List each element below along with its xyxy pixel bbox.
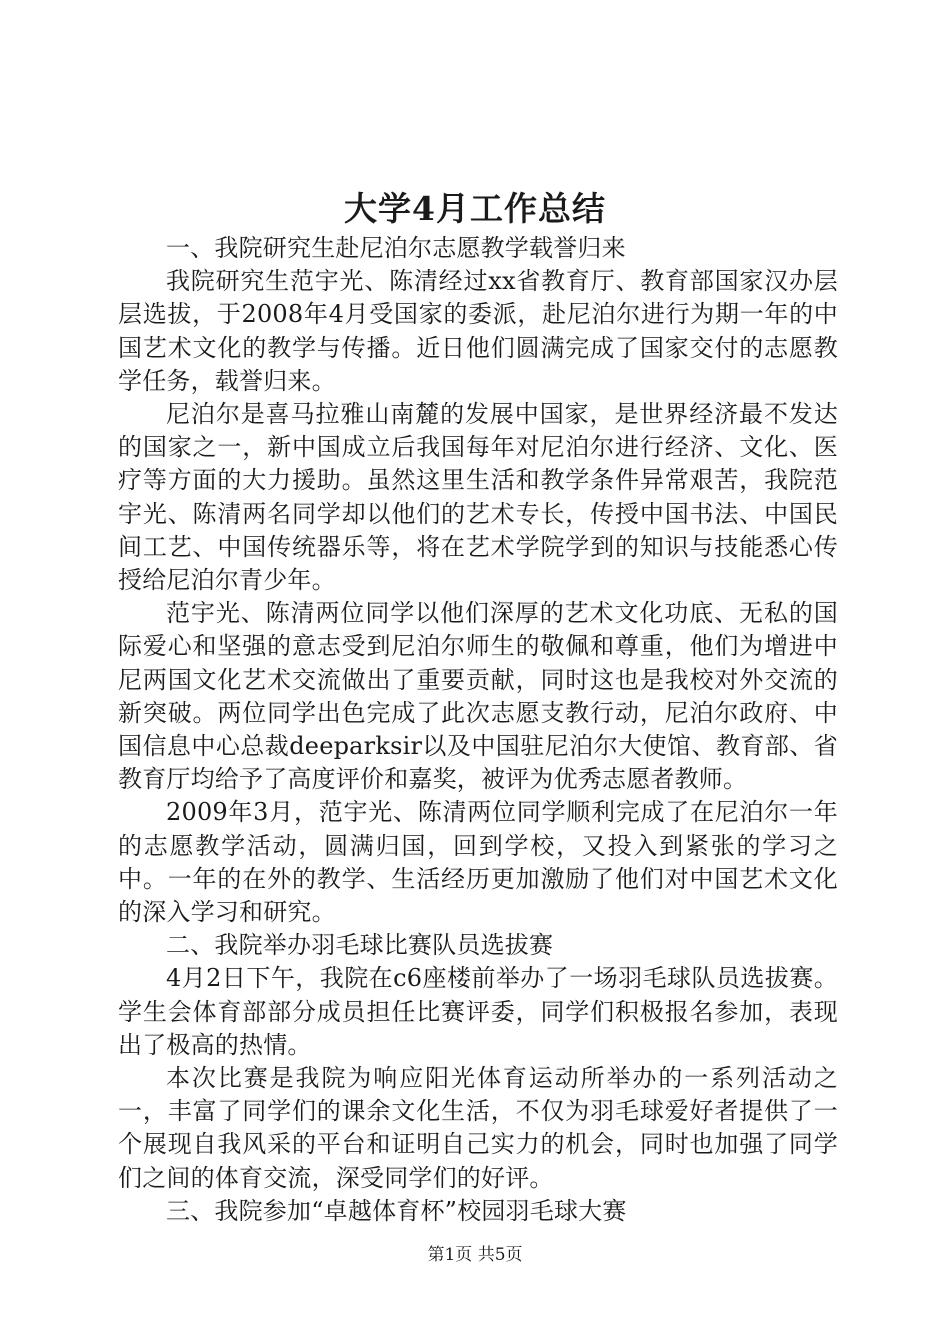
body-paragraph: 4月2日下午，我院在c6座楼前举办了一场羽毛球队员选拔赛。学生会体育部部分成员担任比赛评委，同学们积极报名参加，表现出了极高的热情。 (118, 964, 838, 1059)
document-body (118, 232, 838, 1228)
body-paragraph: 范宇光、陈清两位同学以他们深厚的艺术文化功底、无私的国际爱心和坚强的意志受到尼泊尔师生的敬佩和尊重，他们为增进中尼两国文化艺术交流做出了重要贡献，同时这也是我校对外交流的新突破。两位同学出色完成了此次志愿支教行动，尼泊尔政府、中国信息中心总裁deeparksir以及中国驻尼泊尔大使馆、教育部、省教育厅均给予了高度评价和嘉奖，被评为优秀志愿者教师。 (118, 599, 838, 794)
section-heading-2: 二、我院举办羽毛球比赛队员选拔赛 (166, 931, 554, 960)
document-title: 大学4月工作总结 (344, 189, 606, 228)
body-paragraph: 本次比赛是我院为响应阳光体育运动所举办的一系列活动之一，丰富了同学们的课余文化生活，不仅为羽毛球爱好者提供了一个展现自我风采的平台和证明自己实力的机会，同时也加强了同学们之间的体育交流，深受同学们的好评。 (118, 1064, 838, 1192)
body-paragraph: 尼泊尔是喜马拉雅山南麓的发展中国家，是世界经济最不发达的国家之一，新中国成立后我国每年对尼泊尔进行经济、文化、医疗等方面的大力援助。虽然这里生活和教学条件异常艰苦，我院范宇光、陈清两名同学却以他们的艺术专长，传授中国书法、中国民间工艺、中国传统器乐等，将在艺术学院学到的知识与技能悉心传授给尼泊尔青少年。 (118, 400, 838, 595)
body-paragraph: 2009年3月，范宇光、陈清两位同学顺利完成了在尼泊尔一年的志愿教学活动，圆满归国，回到学校，又投入到紧张的学习之中。一年的在外的教学、生活经历更加激励了他们对中国艺术文化的深入学习和研究。 (118, 798, 838, 927)
body-paragraph: 我院研究生范宇光、陈清经过xx省教育厅、教育部国家汉办层层选拔，于2008年4月受国家的委派，赴尼泊尔进行为期一年的中国艺术文化的教学与传播。近日他们圆满完成了国家交付的志愿教学任务，载誉归来。 (118, 267, 838, 395)
section-heading-1: 一、我院研究生赴尼泊尔志愿教学载誉归来 (166, 234, 626, 262)
page-footer: 第1页 共5页 (427, 1245, 523, 1265)
section-heading-3: 三、我院参加“卓越体育杯”校园羽毛球大赛 (166, 1196, 627, 1225)
